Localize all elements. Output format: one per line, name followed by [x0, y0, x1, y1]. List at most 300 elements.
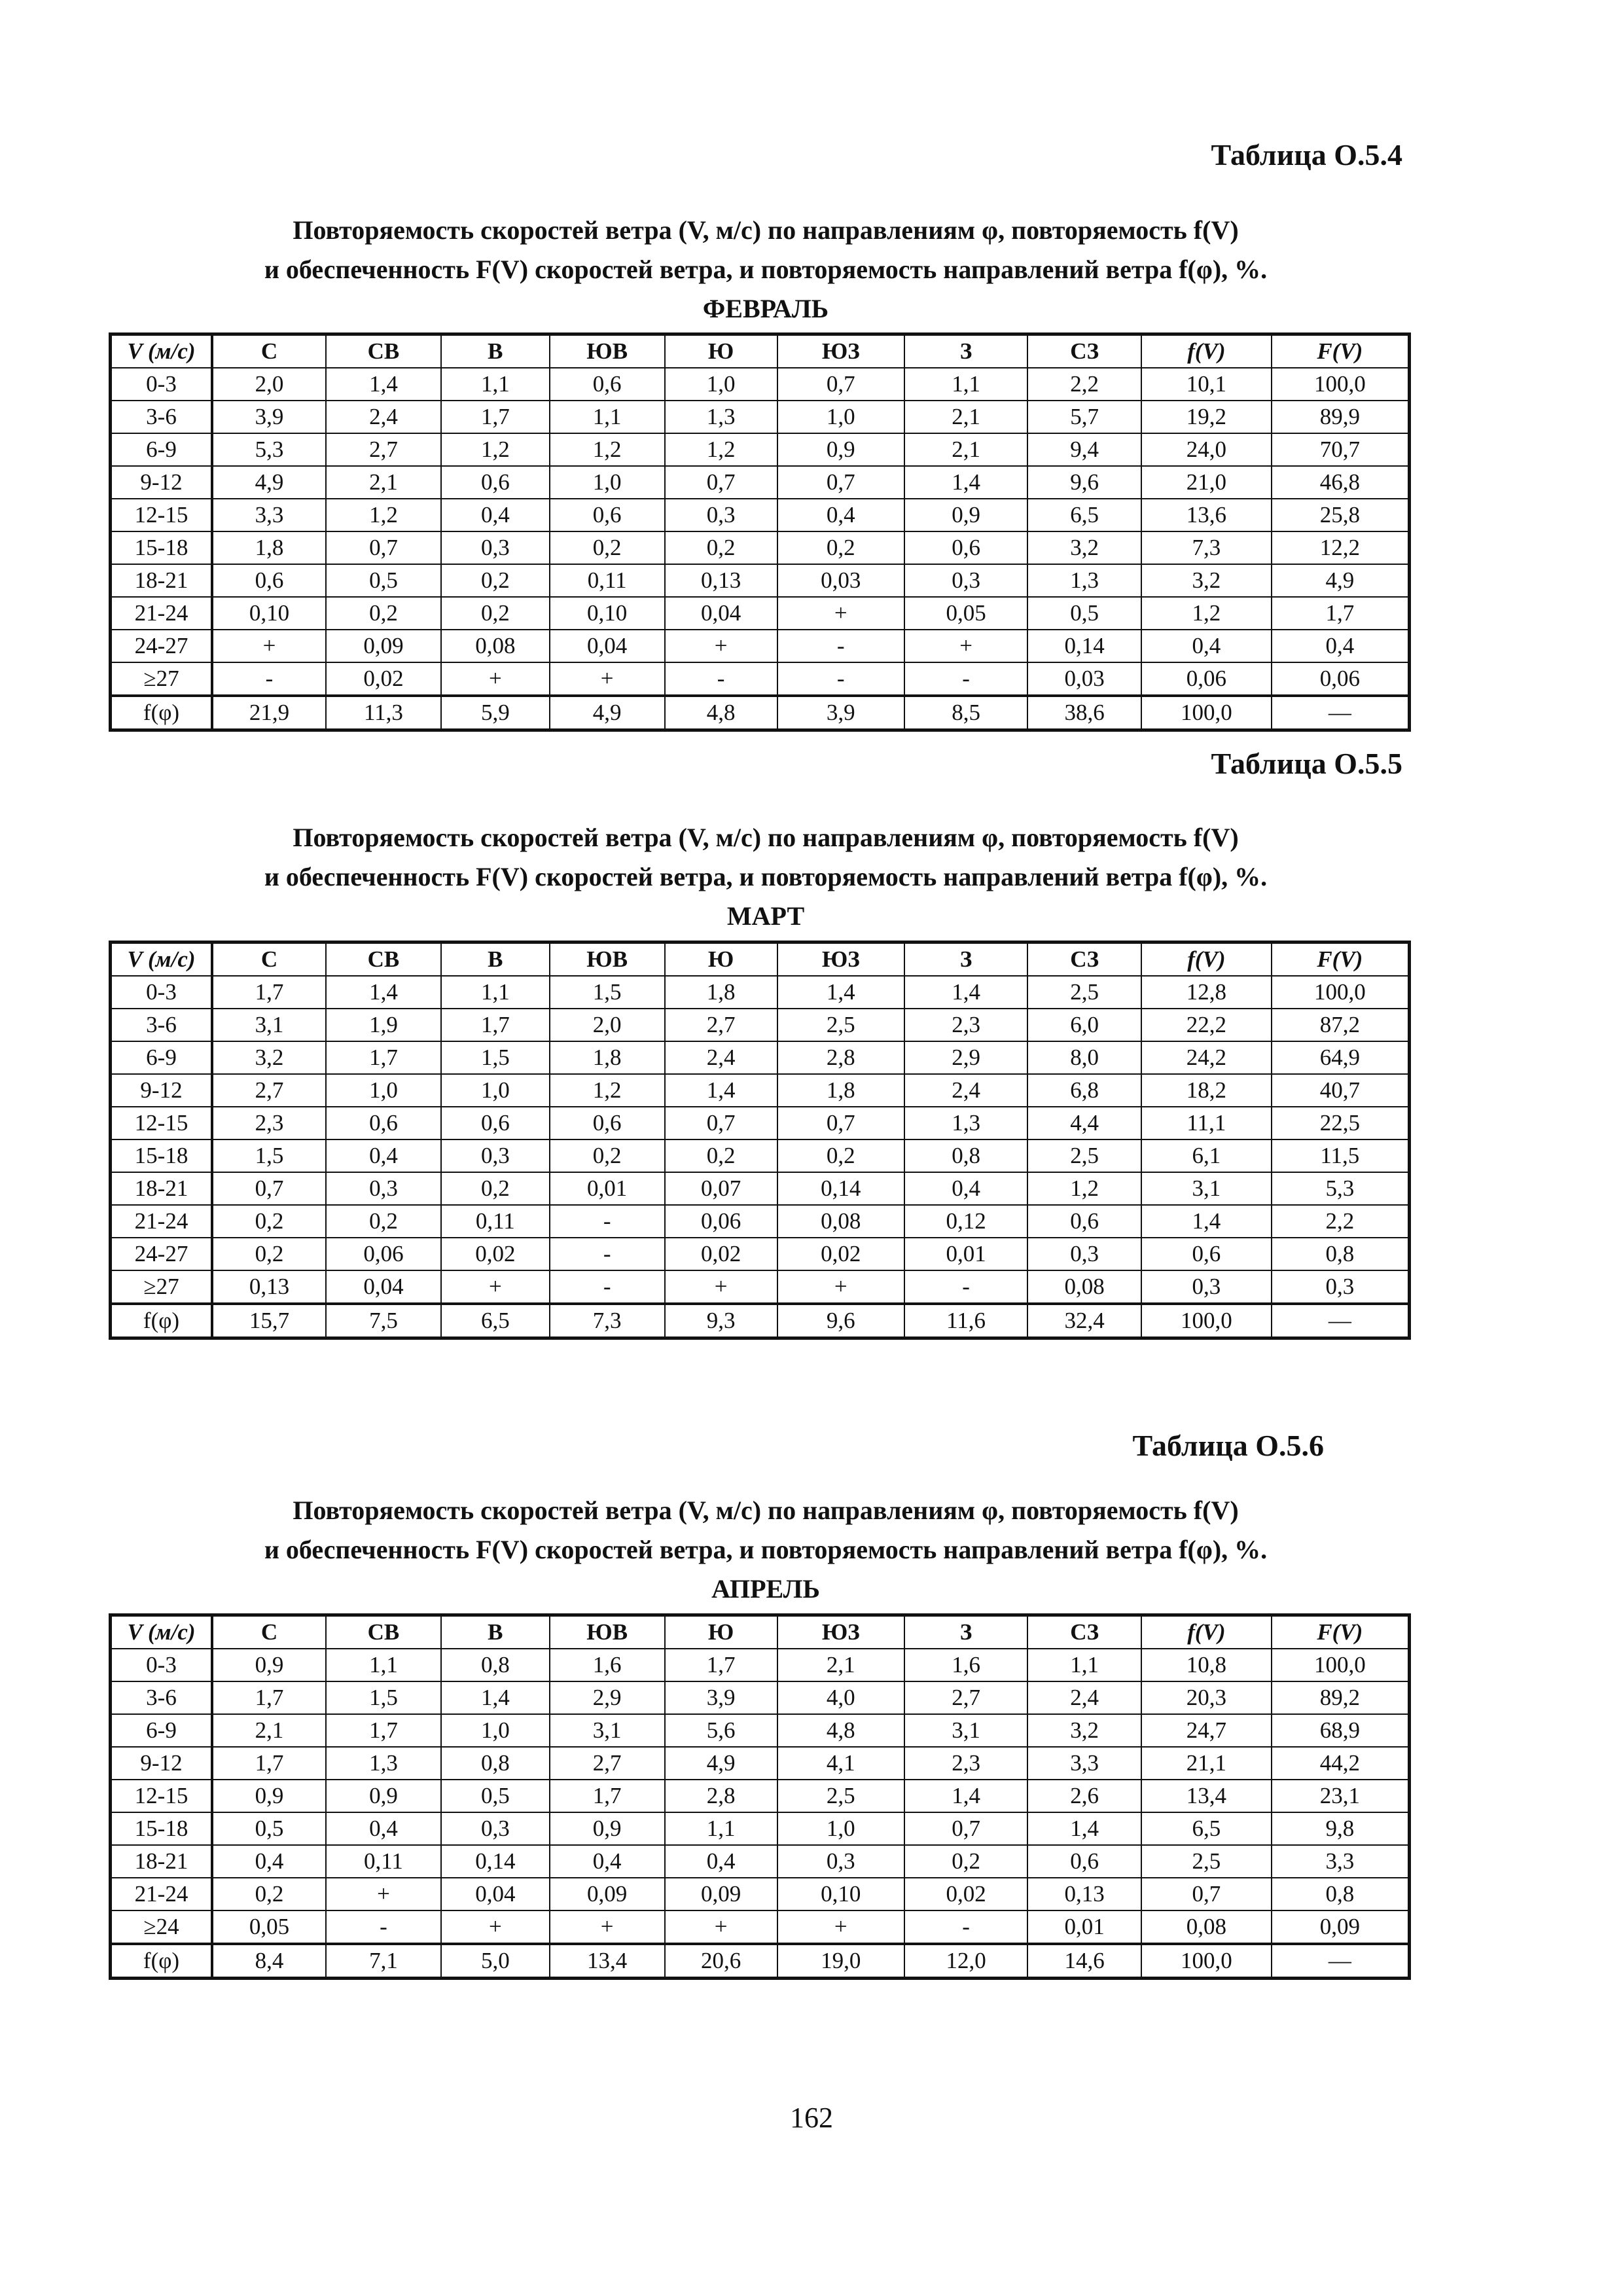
table-cell: 100,0 — [1141, 1944, 1271, 1979]
wind-table-february — [109, 332, 1411, 732]
row-label-cell: 3-6 — [111, 1681, 213, 1714]
table-cell: 9,4 — [1027, 433, 1141, 466]
row-label-cell: 6-9 — [111, 433, 213, 466]
table-cell: 22,2 — [1141, 1009, 1271, 1041]
table-cell: 44,2 — [1272, 1747, 1410, 1780]
header-row — [111, 334, 1410, 368]
table-cell: 4,9 — [1272, 564, 1410, 597]
table-cell: 1,2 — [1141, 597, 1271, 630]
table-cell: — — [1272, 696, 1410, 730]
table-cell: 2,8 — [665, 1780, 777, 1812]
table-cell: 6,1 — [1141, 1139, 1271, 1172]
table-cell: 0,7 — [777, 1107, 904, 1139]
table-cell: 23,1 — [1272, 1780, 1410, 1812]
table-cell: 0,08 — [777, 1205, 904, 1238]
table-cell: 1,7 — [441, 401, 550, 433]
table-cell: 0,06 — [1272, 662, 1410, 696]
column-header: ЮВ — [550, 334, 665, 368]
table-cell: 0,2 — [212, 1238, 326, 1270]
table-cell: 0,08 — [1141, 1910, 1271, 1944]
table-cell: 0,3 — [441, 531, 550, 564]
table-cell: 0,05 — [212, 1910, 326, 1944]
table-cell: 9,6 — [777, 1304, 904, 1338]
table-cell: 89,9 — [1272, 401, 1410, 433]
table-cell: 1,1 — [1027, 1649, 1141, 1681]
table-cell: 5,0 — [441, 1944, 550, 1979]
table-cell: 1,4 — [904, 466, 1027, 499]
table-cell: 19,2 — [1141, 401, 1271, 433]
table-cell: 0,6 — [441, 466, 550, 499]
table-cell: 1,1 — [665, 1812, 777, 1845]
table-cell: 7,3 — [550, 1304, 665, 1338]
table-cell: 0,14 — [1027, 630, 1141, 662]
table-cell: 0,8 — [904, 1139, 1027, 1172]
table-cell: 0,01 — [904, 1238, 1027, 1270]
table-cell: 19,0 — [777, 1944, 904, 1979]
table-cell: 1,2 — [665, 433, 777, 466]
table-cell: 0,2 — [441, 564, 550, 597]
table-cell: 2,3 — [904, 1009, 1027, 1041]
table-cell: 0,02 — [326, 662, 441, 696]
table-cell: 1,2 — [550, 1074, 665, 1107]
row-label-cell: ≥24 — [111, 1910, 213, 1944]
table-cell: 3,1 — [550, 1714, 665, 1747]
table-cell: 70,7 — [1272, 433, 1410, 466]
table-cell: 0,9 — [550, 1812, 665, 1845]
table-cell: 2,0 — [212, 368, 326, 401]
table-cell: 1,8 — [212, 531, 326, 564]
table-cell: 1,4 — [326, 976, 441, 1009]
table-cell: 6,8 — [1027, 1074, 1141, 1107]
table-cell: 1,8 — [665, 976, 777, 1009]
table-cell: 0,2 — [550, 531, 665, 564]
table-cell: 0,8 — [1272, 1238, 1410, 1270]
table-cell: 9,6 — [1027, 466, 1141, 499]
table-cell: 4,8 — [777, 1714, 904, 1747]
table-cell: 0,02 — [777, 1238, 904, 1270]
table-cell: 22,5 — [1272, 1107, 1410, 1139]
row-label-cell: 6-9 — [111, 1041, 213, 1074]
table-cell: 0,2 — [777, 1139, 904, 1172]
column-header: С — [212, 1615, 326, 1649]
table-cell: 46,8 — [1272, 466, 1410, 499]
table-cell: - — [550, 1238, 665, 1270]
table-row — [111, 1747, 1410, 1780]
table-row — [111, 1205, 1410, 1238]
table-cell: 0,04 — [665, 597, 777, 630]
table-cell: 0,2 — [441, 1172, 550, 1205]
table-cell: 2,4 — [904, 1074, 1027, 1107]
table-cell: 38,6 — [1027, 696, 1141, 730]
column-header: V (м/с) — [111, 334, 213, 368]
table-cell: 0,03 — [777, 564, 904, 597]
table-cell: 1,8 — [777, 1074, 904, 1107]
row-label-cell: 21-24 — [111, 1205, 213, 1238]
table-row — [111, 1009, 1410, 1041]
table-cell: 0,2 — [904, 1845, 1027, 1878]
table-cell: 0,02 — [904, 1878, 1027, 1910]
table-cell: 0,4 — [550, 1845, 665, 1878]
table-cell: 0,3 — [665, 499, 777, 531]
table-row — [111, 1845, 1410, 1878]
row-label-cell: 18-21 — [111, 1845, 213, 1878]
table-cell: 2,1 — [777, 1649, 904, 1681]
table-cell: 68,9 — [1272, 1714, 1410, 1747]
table-cell: 11,6 — [904, 1304, 1027, 1338]
table-cell: 0,09 — [665, 1878, 777, 1910]
table-cell: 25,8 — [1272, 499, 1410, 531]
table-cell: 3,1 — [212, 1009, 326, 1041]
row-label-cell: 21-24 — [111, 597, 213, 630]
column-header: F(V) — [1272, 1615, 1410, 1649]
table-cell: 12,8 — [1141, 976, 1271, 1009]
row-label-cell: 3-6 — [111, 1009, 213, 1041]
table-cell: 1,7 — [212, 976, 326, 1009]
table-cell: 3,3 — [1272, 1845, 1410, 1878]
table-cell: 0,4 — [1272, 630, 1410, 662]
table-row — [111, 1878, 1410, 1910]
table-cell: 0,06 — [1141, 662, 1271, 696]
column-header: V (м/с) — [111, 942, 213, 977]
column-header: З — [904, 942, 1027, 977]
table-cell: - — [212, 662, 326, 696]
table-cell: 0,3 — [441, 1139, 550, 1172]
table-cell: 1,4 — [326, 368, 441, 401]
table-cell: 32,4 — [1027, 1304, 1141, 1338]
column-header: З — [904, 334, 1027, 368]
table-cell: 0,6 — [441, 1107, 550, 1139]
table-cell: 1,0 — [550, 466, 665, 499]
row-label-cell: f(φ) — [111, 696, 213, 730]
table-cell: 24,7 — [1141, 1714, 1271, 1747]
table-cell: 0,6 — [212, 564, 326, 597]
table-cell: 0,7 — [665, 466, 777, 499]
table-cell: + — [550, 1910, 665, 1944]
table-row — [111, 433, 1410, 466]
table-row — [111, 1649, 1410, 1681]
table-cell: 1,0 — [326, 1074, 441, 1107]
table-cell: 24,0 — [1141, 433, 1271, 466]
table-cell: + — [665, 1910, 777, 1944]
table-cell: 89,2 — [1272, 1681, 1410, 1714]
table-cell: 1,7 — [212, 1747, 326, 1780]
table-cell: 1,1 — [550, 401, 665, 433]
column-header: В — [441, 1615, 550, 1649]
table-cell: 12,0 — [904, 1944, 1027, 1979]
table-cell: 4,1 — [777, 1747, 904, 1780]
table-cell: 10,8 — [1141, 1649, 1271, 1681]
table-cell: 3,3 — [1027, 1747, 1141, 1780]
table-cell: 0,6 — [1027, 1845, 1141, 1878]
column-header: ЮЗ — [777, 334, 904, 368]
table-cell: 9,8 — [1272, 1812, 1410, 1845]
table-row — [111, 1812, 1410, 1845]
table-cell: 100,0 — [1272, 1649, 1410, 1681]
table-cell: 1,8 — [550, 1041, 665, 1074]
column-header: F(V) — [1272, 334, 1410, 368]
table-cell: 0,7 — [326, 531, 441, 564]
table-cell: 2,7 — [326, 433, 441, 466]
table-cell: 0,9 — [904, 499, 1027, 531]
table-cell: 1,7 — [212, 1681, 326, 1714]
table-cell: 0,6 — [550, 1107, 665, 1139]
table-row — [111, 597, 1410, 630]
table-cell: 0,2 — [665, 531, 777, 564]
table-cell: 1,2 — [441, 433, 550, 466]
table-cell: + — [904, 630, 1027, 662]
table-cell: 3,2 — [1027, 1714, 1141, 1747]
table-cell: 0,04 — [441, 1878, 550, 1910]
table-cell: - — [665, 662, 777, 696]
table-cell: 20,3 — [1141, 1681, 1271, 1714]
row-label-cell: 12-15 — [111, 1107, 213, 1139]
caption-line-1: Повторяемость скоростей ветра (V, м/с) по направлениям φ, повторяемость f(V) — [293, 215, 1239, 245]
table-cell: 1,6 — [904, 1649, 1027, 1681]
table-cell: 1,2 — [326, 499, 441, 531]
row-label-cell: 24-27 — [111, 1238, 213, 1270]
table-cell: 4,9 — [550, 696, 665, 730]
table-cell: 2,7 — [550, 1747, 665, 1780]
table-cell: 1,7 — [550, 1780, 665, 1812]
table-cell: 0,4 — [777, 499, 904, 531]
table-cell: 2,4 — [665, 1041, 777, 1074]
caption-month: АПРЕЛЬ — [711, 1574, 820, 1604]
table-cell: 0,9 — [326, 1780, 441, 1812]
table-cell: 0,5 — [326, 564, 441, 597]
table-cell: 0,04 — [550, 630, 665, 662]
row-label-cell: 9-12 — [111, 1074, 213, 1107]
table-cell: 8,4 — [212, 1944, 326, 1979]
header-row — [111, 942, 1410, 977]
table-cell: 100,0 — [1272, 976, 1410, 1009]
table-row — [111, 499, 1410, 531]
table-cell: 2,4 — [326, 401, 441, 433]
table-cell: - — [550, 1270, 665, 1304]
table-cell: - — [904, 1270, 1027, 1304]
table-cell: 1,4 — [904, 1780, 1027, 1812]
table-cell: 15,7 — [212, 1304, 326, 1338]
table-cell: 2,7 — [212, 1074, 326, 1107]
table-cell: 0,7 — [777, 466, 904, 499]
row-label-cell: 9-12 — [111, 1747, 213, 1780]
table-cell: 40,7 — [1272, 1074, 1410, 1107]
table-cell: + — [441, 1910, 550, 1944]
table-cell: 0,6 — [1141, 1238, 1271, 1270]
table-cell: 1,7 — [326, 1714, 441, 1747]
column-header: ЮВ — [550, 942, 665, 977]
table-cell: 0,4 — [212, 1845, 326, 1878]
row-label-cell: 21-24 — [111, 1878, 213, 1910]
table-cell: 0,5 — [1027, 597, 1141, 630]
column-header: ЮВ — [550, 1615, 665, 1649]
table-cell: 2,2 — [1027, 368, 1141, 401]
row-label-cell: ≥27 — [111, 1270, 213, 1304]
table-cell: 1,4 — [1027, 1812, 1141, 1845]
table-cell: + — [326, 1878, 441, 1910]
table-cell: - — [777, 630, 904, 662]
table-cell: + — [665, 1270, 777, 1304]
column-header: СЗ — [1027, 1615, 1141, 1649]
table-cell: 3,1 — [904, 1714, 1027, 1747]
table-cell: 21,0 — [1141, 466, 1271, 499]
table-cell: 0,10 — [212, 597, 326, 630]
table-cell: 0,7 — [777, 368, 904, 401]
row-label-cell: 15-18 — [111, 531, 213, 564]
table-cell: 5,7 — [1027, 401, 1141, 433]
row-label-cell: 9-12 — [111, 466, 213, 499]
column-header: СВ — [326, 1615, 441, 1649]
row-label-cell: 0-3 — [111, 1649, 213, 1681]
table-row — [111, 1172, 1410, 1205]
table-cell: 0,3 — [777, 1845, 904, 1878]
table-cell: 0,13 — [1027, 1878, 1141, 1910]
table-row — [111, 976, 1410, 1009]
table-cell: 1,0 — [441, 1074, 550, 1107]
table-cell: 0,7 — [1141, 1878, 1271, 1910]
caption-line-1: Повторяемость скоростей ветра (V, м/с) по направлениям φ, повторяемость f(V) — [293, 1496, 1239, 1525]
table-cell: + — [441, 1270, 550, 1304]
caption-line-2: и обеспеченность F(V) скоростей ветра, и повторяемость направлений ветра f(φ), %. — [264, 1535, 1268, 1564]
table-cell: 87,2 — [1272, 1009, 1410, 1041]
table-cell: 0,4 — [326, 1139, 441, 1172]
table-cell: 2,5 — [1027, 976, 1141, 1009]
table-cell: 0,10 — [777, 1878, 904, 1910]
table-cell: 1,1 — [441, 368, 550, 401]
table-cell: - — [904, 1910, 1027, 1944]
table-label: Таблица О.5.5 — [1211, 747, 1402, 780]
column-header: С — [212, 334, 326, 368]
table-cell: 20,6 — [665, 1944, 777, 1979]
column-header: Ю — [665, 942, 777, 977]
table-cell: 2,1 — [326, 466, 441, 499]
table-cell: 3,2 — [1141, 564, 1271, 597]
table-cell: 0,7 — [665, 1107, 777, 1139]
table-cell: 0,08 — [1027, 1270, 1141, 1304]
caption-line-1: Повторяемость скоростей ветра (V, м/с) по направлениям φ, повторяемость f(V) — [293, 823, 1239, 852]
row-label-cell: 0-3 — [111, 976, 213, 1009]
table-cell: 100,0 — [1141, 1304, 1271, 1338]
row-label-cell: 15-18 — [111, 1812, 213, 1845]
row-label-cell: 0-3 — [111, 368, 213, 401]
table-cell: 14,6 — [1027, 1944, 1141, 1979]
table-cell: 0,08 — [441, 630, 550, 662]
table-cell: 0,8 — [441, 1747, 550, 1780]
table-row — [111, 1139, 1410, 1172]
table-cell: 4,0 — [777, 1681, 904, 1714]
header-row — [111, 1615, 1410, 1649]
wind-table-april — [109, 1613, 1411, 1980]
table-cell: 1,4 — [441, 1681, 550, 1714]
table-cell: - — [904, 662, 1027, 696]
table-caption — [111, 211, 1420, 329]
row-label-cell: ≥27 — [111, 662, 213, 696]
table-cell: 5,3 — [212, 433, 326, 466]
table-cell: 2,8 — [777, 1041, 904, 1074]
table-cell: 1,1 — [326, 1649, 441, 1681]
table-cell: 0,6 — [326, 1107, 441, 1139]
table-cell: 3,2 — [1027, 531, 1141, 564]
table-cell: 0,06 — [665, 1205, 777, 1238]
table-cell: 1,0 — [777, 401, 904, 433]
table-cell: 9,3 — [665, 1304, 777, 1338]
table-cell: + — [777, 1910, 904, 1944]
table-cell: 0,4 — [1141, 630, 1271, 662]
table-cell: 3,2 — [212, 1041, 326, 1074]
table-cell: 1,9 — [326, 1009, 441, 1041]
table-cell: + — [777, 1270, 904, 1304]
row-label-cell: f(φ) — [111, 1304, 213, 1338]
table-cell: 5,6 — [665, 1714, 777, 1747]
column-header: F(V) — [1272, 942, 1410, 977]
table-cell: 0,9 — [212, 1780, 326, 1812]
table-cell: 8,5 — [904, 696, 1027, 730]
table-cell: 0,3 — [1272, 1270, 1410, 1304]
table-cell: 1,5 — [212, 1139, 326, 1172]
row-label-cell: 3-6 — [111, 401, 213, 433]
table-cell: 21,1 — [1141, 1747, 1271, 1780]
table-cell: 0,2 — [550, 1139, 665, 1172]
column-header: СВ — [326, 334, 441, 368]
table-cell: 21,9 — [212, 696, 326, 730]
table-cell: 1,4 — [1141, 1205, 1271, 1238]
column-header: СЗ — [1027, 942, 1141, 977]
table-cell: 0,2 — [212, 1205, 326, 1238]
table-row — [111, 1270, 1410, 1304]
table-cell: 0,4 — [326, 1812, 441, 1845]
table-cell: 1,5 — [550, 976, 665, 1009]
table-cell: 0,13 — [212, 1270, 326, 1304]
table-cell: 0,07 — [665, 1172, 777, 1205]
column-header: f(V) — [1141, 942, 1271, 977]
table-cell: 0,14 — [441, 1845, 550, 1878]
column-header: СВ — [326, 942, 441, 977]
table-cell: 0,14 — [777, 1172, 904, 1205]
table-cell: 7,5 — [326, 1304, 441, 1338]
table-cell: 2,9 — [904, 1041, 1027, 1074]
table-row — [111, 1714, 1410, 1747]
table-cell: 4,9 — [212, 466, 326, 499]
table-cell: 1,6 — [550, 1649, 665, 1681]
table-cell: — — [1272, 1944, 1410, 1979]
table-cell: 11,5 — [1272, 1139, 1410, 1172]
table-cell: 0,2 — [326, 597, 441, 630]
table-cell: 3,9 — [665, 1681, 777, 1714]
table-cell: 1,3 — [326, 1747, 441, 1780]
table-cell: 2,5 — [1027, 1139, 1141, 1172]
table-cell: 0,6 — [1027, 1205, 1141, 1238]
table-cell: 7,3 — [1141, 531, 1271, 564]
table-cell: 3,1 — [1141, 1172, 1271, 1205]
table-cell: 1,4 — [904, 976, 1027, 1009]
column-header: З — [904, 1615, 1027, 1649]
table-cell: 0,10 — [550, 597, 665, 630]
table-cell: 0,6 — [904, 531, 1027, 564]
table-cell: 0,2 — [777, 531, 904, 564]
table-cell: 0,4 — [665, 1845, 777, 1878]
table-cell: 1,2 — [1027, 1172, 1141, 1205]
table-cell: — — [1272, 1304, 1410, 1338]
column-header: В — [441, 942, 550, 977]
table-cell: 10,1 — [1141, 368, 1271, 401]
table-cell: 7,1 — [326, 1944, 441, 1979]
table-row — [111, 531, 1410, 564]
row-label-cell: 12-15 — [111, 1780, 213, 1812]
table-cell: + — [441, 662, 550, 696]
table-row — [111, 1780, 1410, 1812]
table-cell: 2,9 — [550, 1681, 665, 1714]
table-cell: 0,2 — [665, 1139, 777, 1172]
table-row — [111, 1041, 1410, 1074]
